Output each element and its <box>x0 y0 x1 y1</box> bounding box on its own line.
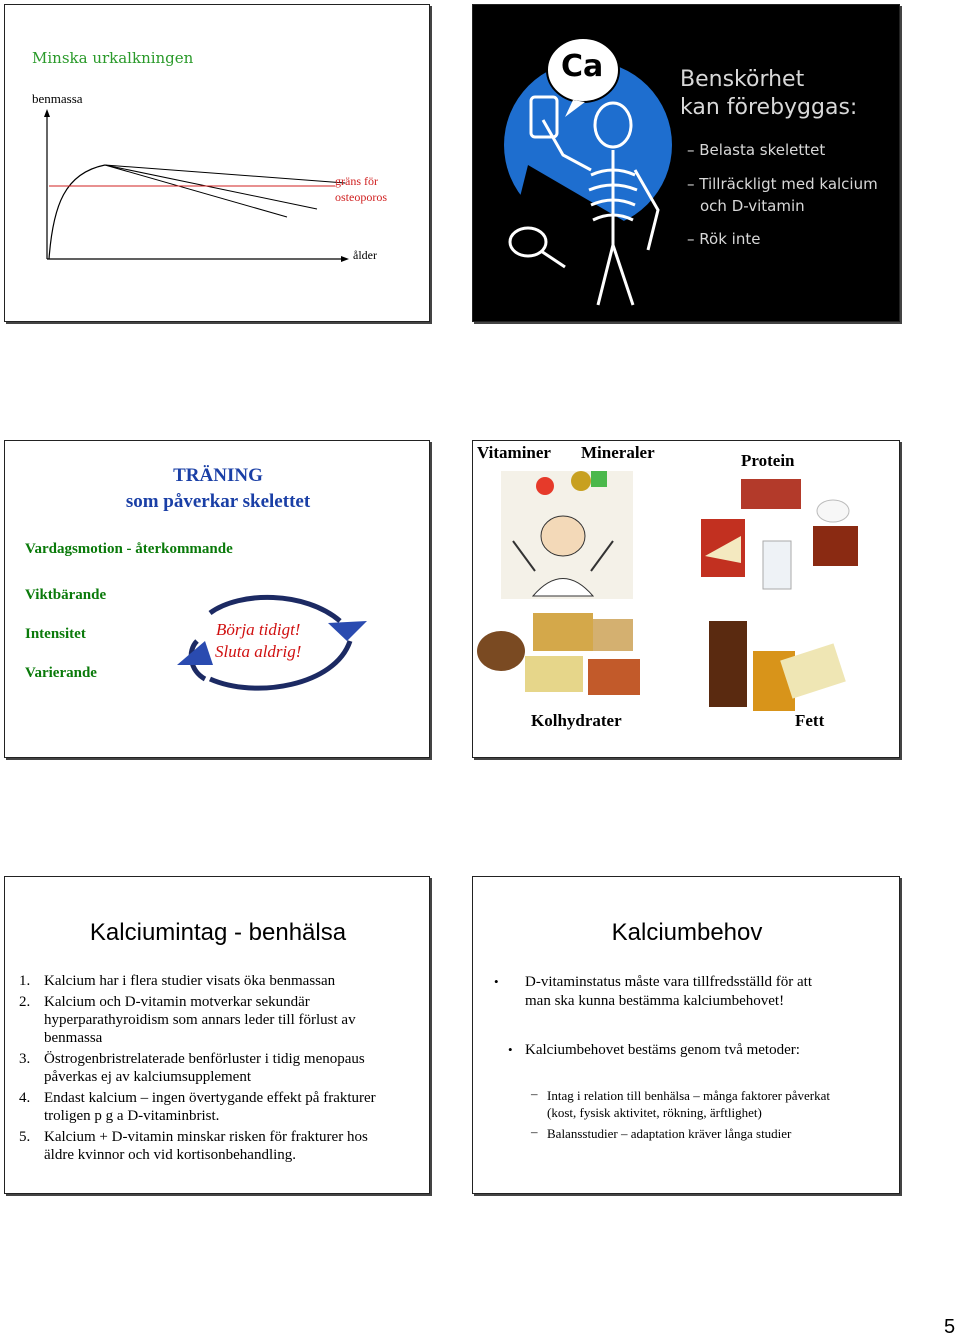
slide-bone-mass-chart <box>4 4 430 322</box>
prevention-item-3: – Rök inte <box>687 230 761 248</box>
prevention-item-2: – Tillräckligt med kalcium <box>687 175 878 193</box>
prevention-item-1: – Belasta skelettet <box>687 141 826 159</box>
label-minerals: Mineraler <box>581 443 655 462</box>
list-item: 4. Endast kalcium – ingen övertygande effekt på frakturer troligen p g a D-vitaminbrist. <box>19 1090 376 1124</box>
sub-bullet-2: Balansstudier – adaptation kräver långa studier <box>547 1126 792 1141</box>
skeleton-illustration <box>473 5 900 322</box>
label-vitamins: Vitaminer <box>477 443 551 462</box>
label-fat: Fett <box>795 711 825 730</box>
slide-calcium-intake <box>4 876 430 1194</box>
x-axis-label: ålder <box>353 248 377 262</box>
list-item: 5. Kalcium + D-vitamin minskar risken för frakturer hos äldre kvinnor och vid kortisonbehandling. <box>19 1129 368 1163</box>
y-axis-label: benmassa <box>32 91 83 106</box>
list-item: 2. Kalcium och D-vitamin motverkar sekundär hyperparathyroidism som annars leder till förlust av benmassa <box>19 994 356 1046</box>
slide-prevention <box>472 4 900 322</box>
slide-calcium-need <box>472 876 900 1194</box>
threshold-label: gräns för osteoporos <box>335 174 387 204</box>
slide-food-groups <box>472 440 900 758</box>
slide-heading-line-2: kan förebyggas: <box>680 95 858 120</box>
carbohydrate-images <box>477 613 640 695</box>
slide-title: Minska urkalkningen <box>32 49 194 67</box>
food-illustrations <box>473 441 900 758</box>
ca-bubble-label: Ca <box>561 49 604 84</box>
bullet-2: Kalciumbehovet bestäms genom två metoder: <box>525 1042 800 1058</box>
label-protein: Protein <box>741 451 795 470</box>
slide-training <box>4 440 430 758</box>
list-item: 3. Östrogenbristrelaterade benförluster i tidig menopaus påverkas ej av kalciumsupplement <box>19 1051 365 1085</box>
list-item: 1. Kalcium har i flera studier visats öka benmassan <box>19 973 336 989</box>
prevention-item-2-cont: och D-vitamin <box>700 197 805 215</box>
dash-marker: – <box>531 1124 538 1139</box>
juggler-image <box>501 471 633 599</box>
slide-heading-line-1: Benskörhet <box>680 67 805 92</box>
slide-title: Kalciumbehov <box>611 919 763 946</box>
sub-bullet-1: Intag i relation till benhälsa – många faktorer påverkat (kost, fysisk aktivitet, rökning, ärftlighet) <box>547 1088 830 1120</box>
training-item-intensity: Intensitet <box>25 626 86 642</box>
bullet-dot: • <box>494 974 499 989</box>
training-item-daily: Vardagsmotion - återkommande <box>25 541 233 557</box>
page-number: 5 <box>944 1316 956 1338</box>
fat-images <box>709 621 846 711</box>
bone-mass-curve-chart <box>5 5 430 322</box>
rising-curve <box>49 165 105 259</box>
bullet-1: D-vitaminstatus måste vara tillfredsställd för att man ska kunna bestämma kalciumbehovet! <box>525 974 813 1009</box>
training-item-weight: Viktbärande <box>25 587 107 603</box>
slide-title: Kalciumintag - benhälsa <box>89 919 347 946</box>
dash-marker: – <box>531 1086 538 1101</box>
cycle-text: Börja tidigt! Sluta aldrig! <box>215 620 302 661</box>
bullet-dot: • <box>508 1042 513 1057</box>
protein-images <box>701 479 858 589</box>
label-carbs: Kolhydrater <box>531 711 622 730</box>
calcium-intake-list <box>5 972 395 1167</box>
cycle-arrows-icon <box>5 441 430 758</box>
slide-title: TRÄNING som påverkar skelettet <box>125 465 311 512</box>
training-item-varied: Varierande <box>25 665 97 681</box>
